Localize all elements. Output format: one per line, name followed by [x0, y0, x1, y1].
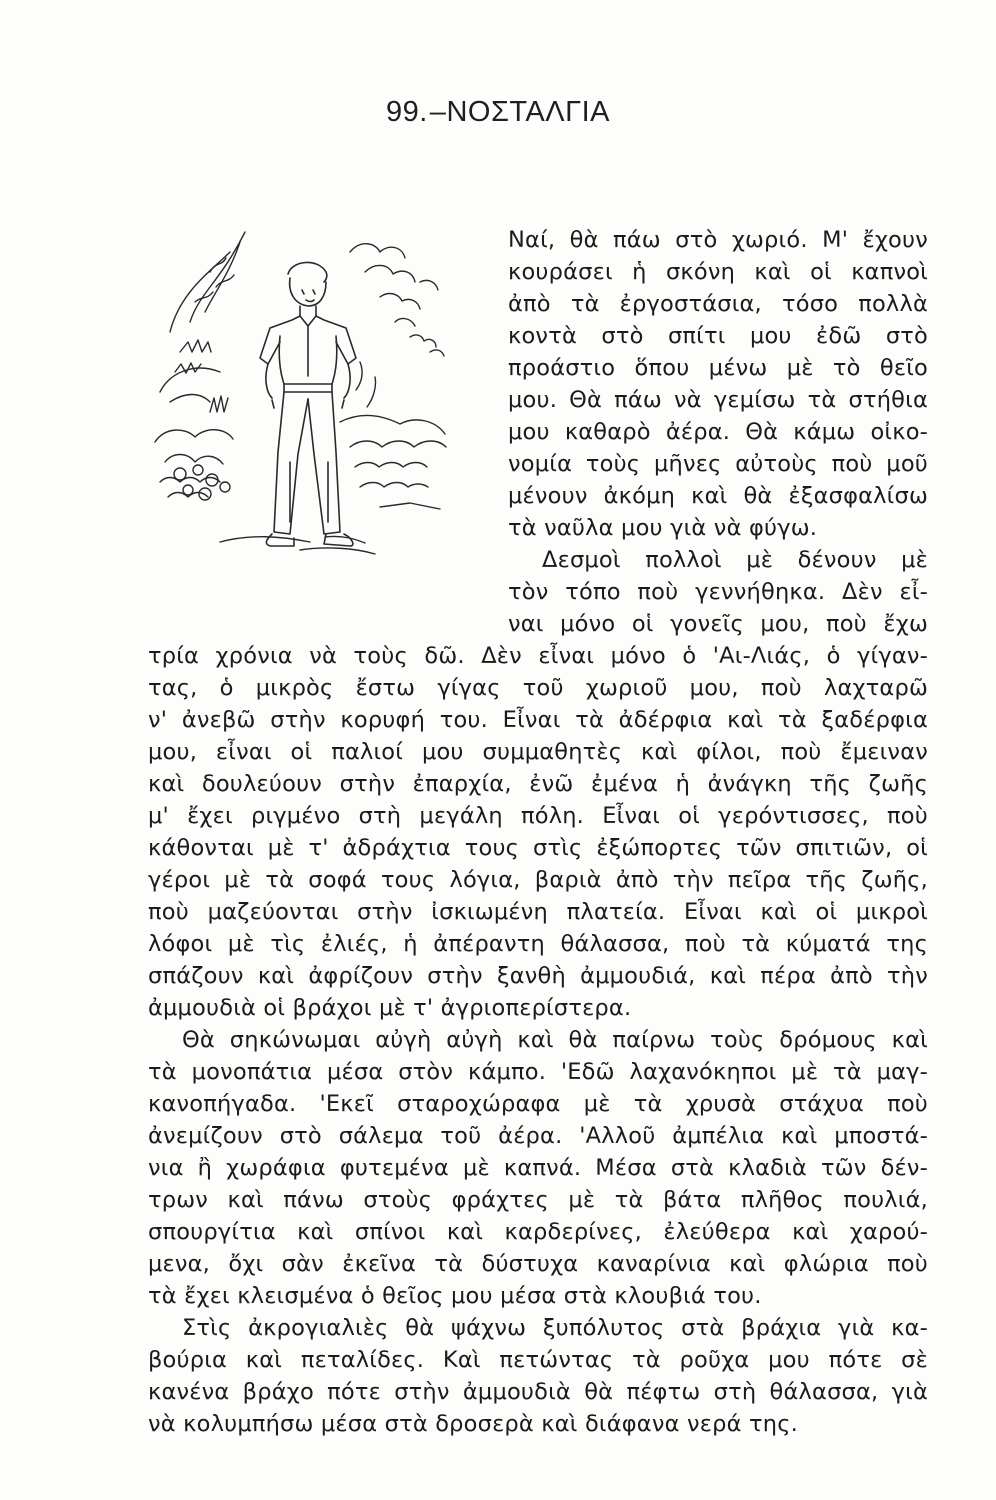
text-line-1: Ναί, θὰ πάω στὸ χωριό. Μ' ἔχουν [508, 227, 928, 253]
text-line-11: Δεσμοὶ πολλοὶ μὲ δένουν μὲ [542, 547, 928, 573]
chapter-title [0, 96, 996, 129]
text-line-14: τρία χρόνια νὰ τοὺς δῶ. Δὲν εἶναι μόνο ὁ 'Αι-Λιάς, ὁ γίγαν- [148, 643, 928, 669]
title-dash: – [429, 96, 447, 128]
text-line-36: βούρια καὶ πεταλίδες. Καὶ πετώντας τὰ ροῦχα μου πότε σὲ [148, 1347, 928, 1373]
text-line-17: μου, εἶναι οἱ παλιοί μου συμμαθητὲς καὶ φίλοι, ποὺ ἔμειναν [148, 739, 928, 765]
text-line-16: ν' ἀνεβῶ στὴν κορυφή του. Εἶναι τὰ ἀδέρφια καὶ τὰ ξαδέρφια [148, 707, 928, 733]
text-line-10: τὰ ναῦλα μου γιὰ νὰ φύγω. [508, 515, 818, 541]
text-line-22: ποὺ μαζεύονται στὴν ἰσκιωμένη πλατεία. Εἶναι καὶ οἱ μικροὶ [148, 899, 928, 925]
text-line-31: τρων καὶ πάνω στοὺς φράχτες μὲ τὰ βάτα πλῆθος πουλιά, [148, 1187, 928, 1213]
text-line-37: κανένα βράχο πότε στὴν ἀμμουδιὰ θὰ πέφτω στὴ θάλασσα, γιὰ [148, 1379, 928, 1405]
boy-in-garden-illustration [150, 212, 485, 572]
text-line-32: σπουργίτια καὶ σπίνοι καὶ καρδερίνες, ἐλεύθερα καὶ χαρού- [148, 1219, 928, 1245]
text-line-20: κάθονται μὲ τ' ἀδράχτια τους στὶς ἐξώπορτες τῶν σπιτιῶν, οἱ [148, 835, 928, 861]
text-line-23: λόφοι μὲ τὶς ἐλιές, ἡ ἀπέραντη θάλασσα, ποὺ τὰ κύματά της [148, 931, 928, 957]
text-line-28: κανοπήγαδα. 'Εκεῖ σταροχώραφα μὲ τὰ χρυσὰ στάχυα ποὺ [148, 1091, 928, 1117]
foliage-left [155, 232, 245, 500]
text-line-18: καὶ δουλεύουν στὴν ἐπαρχία, ἐνῶ ἐμένα ἡ ἀνάγκη τῆς ζωῆς [148, 771, 928, 797]
text-line-9: μένουν ἀκόμη καὶ θὰ ἐξασφαλίσω [508, 483, 928, 509]
text-line-25: ἀμμουδιὰ οἱ βράχοι μὲ τ' ἀγριοπερίστερα. [148, 995, 632, 1021]
text-line-13: ναι μόνο οἱ γονεῖς μου, ποὺ ἔχω [508, 611, 928, 637]
text-line-2: κουράσει ἡ σκόνη καὶ οἱ καπνοὶ [508, 259, 928, 285]
text-line-12: τὸν τόπο ποὺ γεννήθηκα. Δὲν εἶ- [508, 579, 928, 605]
chapter-number: 99. [385, 96, 428, 128]
text-line-6: μου. Θὰ πάω νὰ γεμίσω τὰ στήθια [508, 387, 928, 413]
text-line-3: ἀπὸ τὰ ἐργοστάσια, τόσο πολλὰ [508, 291, 928, 317]
text-line-8: νομία τοὺς μῆνες αὐτοὺς ποὺ μοῦ [508, 451, 928, 477]
text-line-19: μ' ἔχει ριγμένο στὴ μεγάλη πόλη. Εἶναι οἱ γερόντισσες, ποὺ [148, 803, 928, 829]
text-line-21: γέροι μὲ τὰ σοφά τους λόγια, βαριὰ ἀπὸ τὴν πεῖρα τῆς ζωῆς, [148, 867, 928, 893]
text-line-5: προάστιο ὅπου μένω μὲ τὸ θεῖο [508, 355, 928, 381]
chapter-title-text: ΝΟΣΤΑΛΓΙΑ [446, 96, 611, 128]
text-line-29: ἀνεμίζουν στὸ σάλεμα τοῦ ἀέρα. 'Αλλοῦ ἀμπέλια καὶ μποστά- [148, 1123, 928, 1149]
text-line-33: μενα, ὄχι σὰν ἐκεῖνα τὰ δύστυχα καναρίνια καὶ φλώρια ποὺ [148, 1251, 928, 1277]
text-line-38: νὰ κολυμπήσω μέσα στὰ δροσερὰ καὶ διάφανα νερά της. [148, 1411, 798, 1437]
text-line-35: Στὶς ἀκρογιαλιὲς θὰ ψάχνω ξυπόλυτος στὰ βράχια γιὰ κα- [182, 1315, 928, 1341]
text-line-24: σπάζουν καὶ ἀφρίζουν στὴν ξανθὴ ἀμμουδιά, καὶ πέρα ἀπὸ τὴν [148, 963, 928, 989]
text-line-7: μου καθαρὸ ἀέρα. Θὰ κάμω οἰκο- [508, 419, 928, 445]
text-line-15: τας, ὁ μικρὸς ἔστω γίγας τοῦ χωριοῦ μου, ποὺ λαχταρῶ [148, 675, 928, 701]
text-line-26: Θὰ σηκώνωμαι αὐγὴ αὐγὴ καὶ θὰ παίρνω τοὺς δρόμους καὶ [182, 1027, 928, 1053]
text-line-27: τὰ μονοπάτια μέσα στὸν κάμπο. 'Εδῶ λαχανόκηποι μὲ τὰ μαγ- [148, 1059, 928, 1085]
foliage-right [340, 244, 446, 509]
text-line-34: τὰ ἔχει κλεισμένα ὁ θεῖος μου μέσα στὰ κλουβιά του. [148, 1283, 762, 1309]
text-line-4: κοντὰ στὸ σπίτι μου ἐδῶ στὸ [508, 323, 928, 349]
boy-figure [260, 262, 356, 546]
text-line-30: νια ἢ χωράφια φυτεμένα μὲ καπνά. Μέσα στὰ κλαδιὰ τῶν δέν- [148, 1155, 928, 1181]
